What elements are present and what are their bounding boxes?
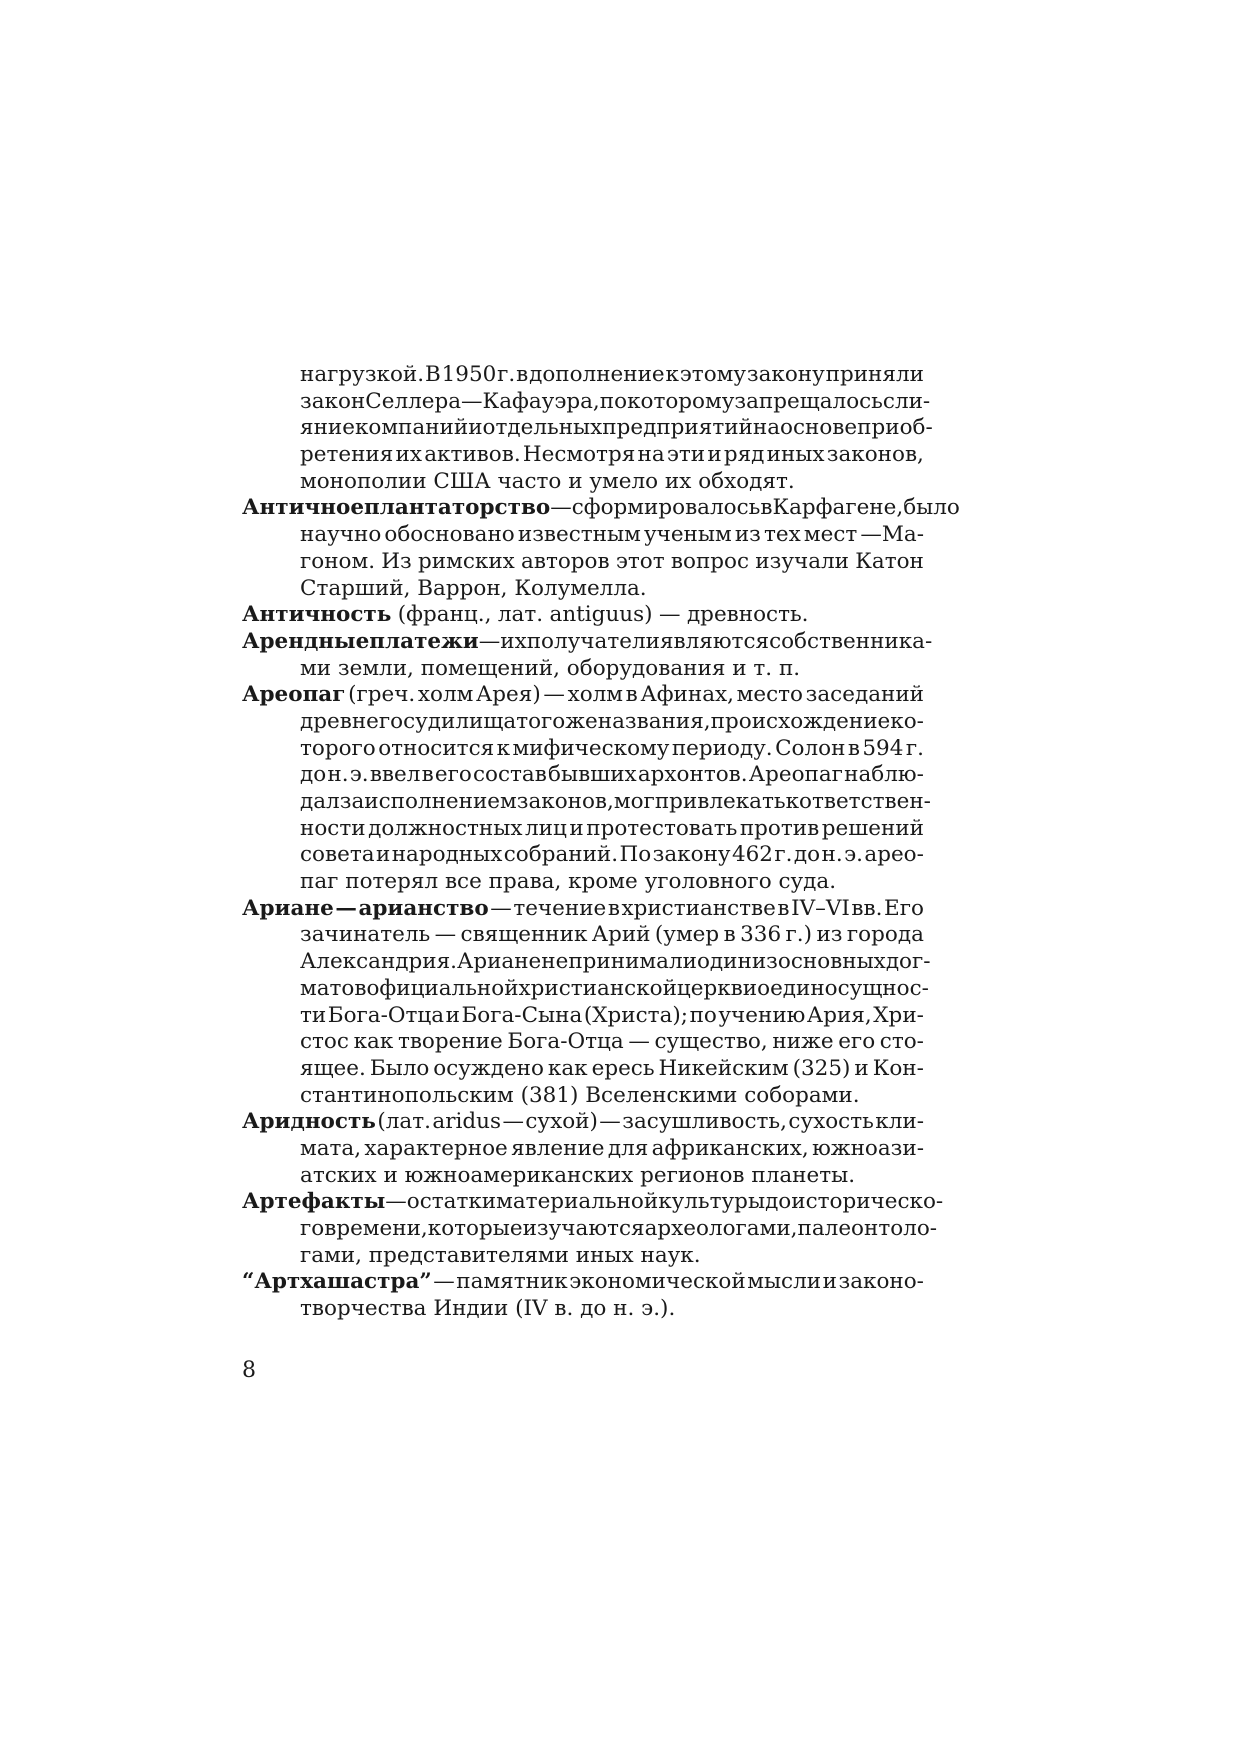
word: собственника- (769, 628, 933, 654)
word: по (689, 1002, 717, 1028)
entry-term-word: — (335, 895, 357, 921)
word: христианской (518, 975, 677, 1001)
text-line (242, 1003, 924, 1030)
word: стос (300, 1029, 349, 1055)
word: изучаются (522, 1216, 645, 1241)
word: из (816, 922, 843, 948)
word: нагрузкой. (300, 362, 425, 387)
word: Александрия. (300, 949, 458, 975)
text-line: ми земли, помещений, оборудования и т. п. (300, 655, 801, 681)
word: э. (844, 842, 863, 868)
word: священник (460, 922, 588, 948)
word: изучали (755, 548, 850, 574)
word: — (490, 895, 512, 921)
word: из (751, 949, 778, 975)
word: основных (777, 949, 886, 975)
dictionary-entry (242, 628, 933, 682)
word: древнего (300, 708, 404, 734)
text-line (242, 922, 924, 949)
word: Карфагене, (772, 495, 904, 521)
word: творение (397, 1029, 503, 1055)
word: как (547, 1055, 588, 1081)
word: которые (427, 1216, 523, 1241)
word: было (903, 495, 960, 521)
entry-first-line (242, 1109, 924, 1136)
continuation-paragraph (242, 362, 933, 495)
word: законов, (826, 442, 924, 468)
word: тех (764, 522, 801, 548)
word: совета (300, 842, 375, 868)
text-line: монополии США часто и умело их обходят. (300, 468, 795, 494)
entry-term-word: Ариане (242, 895, 334, 921)
word: 336 (740, 922, 782, 948)
word: приоб- (857, 415, 933, 441)
word: закону (652, 842, 731, 868)
word: ответствен- (799, 789, 931, 814)
word: IV–VI (791, 895, 850, 921)
word: остатки (406, 1189, 497, 1215)
word: яние (300, 415, 355, 441)
word: По (619, 842, 652, 868)
word: того (516, 708, 566, 734)
word: кли- (875, 1109, 924, 1135)
word: законов, (516, 789, 614, 814)
word: решений (821, 815, 924, 841)
word: существо, (654, 1029, 768, 1055)
word: этот (615, 548, 665, 574)
dictionary-entry (242, 1269, 924, 1322)
word: дополнение (529, 362, 665, 387)
word: в (723, 922, 736, 948)
word: лат. (497, 602, 544, 628)
word: должностных (368, 815, 523, 841)
word: времени, (324, 1216, 428, 1241)
entry-term-word: платежи (369, 628, 479, 654)
word: по (599, 388, 628, 414)
word: римских (418, 548, 515, 574)
entry-first-line (242, 1189, 944, 1216)
word: — (659, 602, 681, 628)
word: заседаний (805, 682, 924, 708)
dictionary-entry (242, 682, 931, 896)
word: (умер (654, 922, 720, 948)
word: (325) (792, 1055, 851, 1081)
word: (Христа); (583, 1002, 689, 1028)
word: (лат. (377, 1109, 431, 1135)
word: лиц (525, 815, 567, 841)
word: Было (369, 1055, 430, 1081)
word: и (375, 842, 391, 868)
word: народных (391, 842, 503, 868)
word: о (757, 975, 771, 1001)
word: мест (803, 522, 858, 548)
word: в (516, 362, 529, 387)
text-line (242, 789, 931, 816)
text-line: гами, представителями иных наук. (300, 1242, 701, 1268)
word: (греч. (348, 682, 416, 708)
word: материальной (496, 1189, 659, 1215)
word: мог (613, 789, 655, 814)
word: — (502, 1109, 524, 1135)
text-line (242, 388, 931, 416)
word: экономической (569, 1269, 746, 1295)
word: наблю- (844, 762, 924, 788)
word: за (339, 789, 365, 814)
entry-term-word: Аридность (242, 1109, 376, 1135)
word: компаний (354, 415, 469, 441)
word: ящее. (300, 1055, 366, 1081)
word: г. (497, 362, 516, 387)
word: этому (679, 362, 747, 387)
word: являются (659, 628, 770, 654)
word: и (468, 415, 483, 441)
word: состав (473, 762, 547, 788)
text-line (242, 709, 924, 736)
word: получатели (526, 628, 660, 654)
word: явление (511, 1135, 605, 1161)
word: и (707, 442, 722, 468)
word: иных (766, 442, 825, 468)
word: Его (884, 895, 924, 921)
word: торого (300, 735, 376, 761)
word: закону (746, 362, 825, 387)
word: — (628, 1029, 650, 1055)
word: и (445, 1002, 460, 1028)
entry-term-word: Античное (242, 495, 365, 521)
word: Селлера—Кафауэра, (365, 388, 600, 414)
word: — (433, 1269, 455, 1295)
text-line: стантинопольским (381) Вселенскими соборами. (300, 1082, 860, 1108)
word: отдельных (482, 415, 603, 441)
dictionary-entry (242, 1189, 944, 1269)
word: известным (517, 522, 641, 548)
word: бывших (548, 762, 637, 788)
text-line (242, 975, 929, 1003)
word: активов. (424, 442, 521, 468)
word: мысли (747, 1269, 822, 1295)
word: ретения (300, 442, 394, 468)
word: принимали (568, 949, 697, 975)
word: археологами, (644, 1216, 798, 1241)
word: и (569, 815, 584, 841)
word: ряд (723, 442, 765, 468)
word: в (607, 895, 620, 921)
entry-term-word: Арендные (242, 628, 370, 654)
word: ко- (890, 708, 924, 734)
entry-first-line (242, 495, 960, 522)
word: же (565, 708, 598, 734)
text-line (242, 415, 933, 442)
text-line (242, 1029, 924, 1056)
word: привлекать (654, 789, 786, 814)
word: учению (718, 1002, 806, 1028)
text-line (242, 842, 924, 869)
word: памятник (456, 1269, 568, 1295)
word: его (838, 1029, 876, 1055)
word: происхождение (710, 708, 891, 734)
word: не (541, 949, 569, 975)
word: — (434, 922, 457, 948)
word: к (496, 735, 511, 761)
entry-term-word: “Артхашастра” (242, 1269, 432, 1295)
word: ересь (591, 1055, 655, 1081)
word: христианстве (621, 895, 776, 921)
word: обосновано (384, 522, 515, 548)
word: и (854, 1055, 869, 1081)
word: сухой) (525, 1109, 598, 1135)
word: доисторическо- (765, 1189, 944, 1215)
word: эти (666, 442, 706, 468)
entry-first-line (242, 896, 924, 923)
dictionary-entry (242, 602, 924, 629)
word: их (395, 442, 422, 468)
word: научно (300, 522, 382, 548)
word: г. (905, 735, 924, 761)
word: в (625, 682, 638, 708)
word: сформировалось (571, 495, 761, 521)
word: Катон (855, 548, 924, 574)
word: Кон- (872, 1055, 924, 1081)
word: дал (300, 789, 340, 814)
word: на (752, 415, 781, 441)
text-line (242, 362, 924, 389)
word: запрещалось (734, 388, 883, 414)
word: э. (349, 762, 369, 788)
word: собраний. (503, 842, 619, 868)
text-line (242, 1136, 924, 1163)
entry-first-line (242, 628, 933, 656)
word: зачинатель (300, 922, 431, 948)
entry-first-line (242, 1269, 924, 1296)
word: для (607, 1135, 649, 1161)
word: относится (378, 735, 495, 761)
word: до (300, 762, 327, 788)
word: характерное (364, 1135, 508, 1161)
word: до (793, 842, 821, 868)
word: официальной (366, 975, 519, 1001)
word: ти (300, 1002, 327, 1028)
word: гоном. (300, 548, 376, 574)
word: Ария, (806, 1002, 872, 1028)
text-line (242, 949, 931, 976)
word: холм (567, 682, 624, 708)
word: один (696, 949, 752, 975)
word: засушливость, (622, 1109, 787, 1135)
word: (франц., (397, 602, 492, 628)
word: основе (780, 415, 858, 441)
word: архонтов. (637, 762, 748, 788)
word: арео- (864, 842, 924, 868)
text-line: творчества Индии (IV в. до н. э.). (300, 1296, 676, 1322)
word: как (353, 1029, 394, 1055)
word: — (550, 495, 572, 521)
word: мата, (300, 1135, 362, 1161)
word: — (543, 682, 565, 708)
word: 462 (731, 842, 773, 868)
word: дог- (885, 949, 931, 975)
word: его (434, 762, 472, 788)
word: Бога-Отца (327, 1002, 445, 1028)
word: на (637, 442, 665, 468)
word: г.) (785, 922, 813, 948)
word: сто- (879, 1029, 924, 1055)
word: Ареопаг (748, 762, 843, 788)
word: периоду. (671, 735, 773, 761)
word: из (734, 522, 761, 548)
word: единосущнос- (770, 975, 929, 1001)
word: и (822, 1269, 837, 1295)
word: г. (774, 842, 793, 868)
word: Солон (775, 735, 846, 761)
word: н. (327, 762, 349, 788)
word: в (760, 495, 773, 521)
word: 1950 (441, 362, 497, 387)
word: их (500, 628, 527, 654)
word: исполнением (364, 789, 517, 814)
text-line (242, 549, 924, 576)
word: холм (417, 682, 474, 708)
entry-term-word: Артефакты (242, 1189, 386, 1215)
word: к (785, 789, 800, 814)
word: Ариане (457, 949, 542, 975)
dictionary-entry (242, 495, 960, 602)
text-line (242, 816, 924, 843)
word: ученым (643, 522, 732, 548)
word: Арея) (476, 682, 541, 708)
dictionary-entry (242, 1109, 924, 1189)
entry-term-word: плантаторство (364, 495, 551, 521)
word: ввел (369, 762, 421, 788)
word: матов (300, 975, 367, 1001)
word: законо- (838, 1269, 924, 1295)
word: сухость (788, 1109, 874, 1135)
text-line (242, 442, 924, 469)
word: города (846, 922, 924, 948)
word: — (478, 628, 501, 654)
entry-first-line (242, 682, 924, 709)
word: Афинах, (640, 682, 734, 708)
word: Бога-Отца (507, 1029, 624, 1055)
word: древность. (686, 602, 809, 628)
word: осуждено (433, 1055, 544, 1081)
text-line (242, 736, 924, 763)
word: в (777, 895, 790, 921)
entry-first-line (242, 602, 924, 629)
word: — (385, 1189, 407, 1215)
word: предприятий (602, 415, 753, 441)
entry-term-word: Античность (242, 602, 392, 628)
word: южноази- (812, 1135, 924, 1161)
word: протестовать (586, 815, 738, 841)
word: в (421, 762, 434, 788)
page-number: 8 (242, 1358, 256, 1383)
word: antiguus) (549, 602, 653, 628)
word: вв. (851, 895, 883, 921)
word: которому (627, 388, 735, 414)
text-line (242, 1056, 924, 1083)
word: Несмотря (522, 442, 636, 468)
word: в (847, 735, 860, 761)
word: го (300, 1216, 325, 1241)
word: вопрос (670, 548, 750, 574)
word: против (739, 815, 820, 841)
word: приняли (825, 362, 924, 387)
word: палеонтоло- (797, 1216, 938, 1241)
text-line (242, 762, 924, 789)
word: сли- (882, 388, 931, 414)
word: мифическому (512, 735, 670, 761)
word: закон (300, 388, 366, 414)
word: 594 (862, 735, 904, 761)
word: Никейским (658, 1055, 789, 1081)
word: —Ма- (860, 522, 924, 548)
word: течение (513, 895, 607, 921)
word: церкви (676, 975, 758, 1001)
text-line: Старший, Варрон, Колумелла. (300, 575, 647, 601)
text-line: паг потерял все права, кроме уголовного суда. (300, 869, 837, 895)
word: Бога-Сына (461, 1002, 583, 1028)
word: Арий (591, 922, 651, 948)
text-line: атских и южноамериканских регионов планеты. (300, 1162, 856, 1188)
entry-term-word: арианство (358, 895, 489, 921)
word: авторов (521, 548, 610, 574)
word: — (599, 1109, 621, 1135)
word: африканских, (651, 1135, 809, 1161)
word: названия, (597, 708, 711, 734)
word: судилища (403, 708, 517, 734)
dictionary-text (242, 362, 960, 1323)
word: место (736, 682, 803, 708)
word: Хри- (873, 1002, 924, 1028)
word: к (665, 362, 679, 387)
word: культуры (658, 1189, 766, 1215)
word: aridus (432, 1109, 501, 1135)
entry-term-word: Ареопаг (242, 682, 346, 708)
word: н. (821, 842, 843, 868)
dictionary-entry (242, 895, 931, 1110)
word: В (424, 362, 441, 387)
word: Из (381, 548, 412, 574)
text-line (242, 522, 924, 549)
word: ниже (772, 1029, 834, 1055)
word: ности (300, 815, 366, 841)
text-line (242, 1216, 938, 1243)
